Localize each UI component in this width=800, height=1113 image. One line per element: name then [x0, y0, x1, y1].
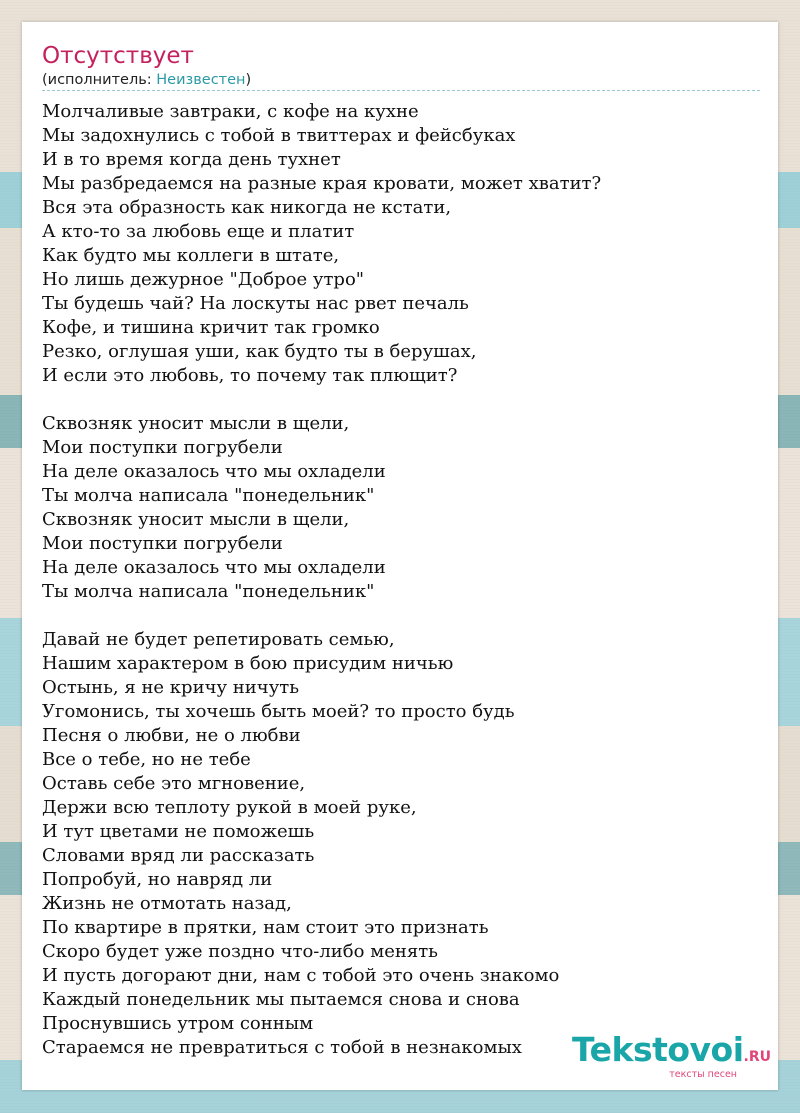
lyric-line: Остынь, я не кричу ничуть: [42, 677, 300, 698]
lyric-line: Скоро будет уже поздно что-либо менять: [42, 941, 438, 962]
lyric-line: Держи всю теплоту рукой в моей руке,: [42, 797, 417, 818]
site-logo[interactable]: [571, 1030, 771, 1080]
lyric-line: По квартире в прятки, нам стоит это признать: [42, 917, 489, 938]
lyric-line: Ты будешь чай? На лоскуты нас рвет печаль: [42, 293, 469, 314]
lyric-line: Мои поступки погрубели: [42, 437, 283, 458]
lyric-line: И тут цветами не поможешь: [42, 821, 315, 842]
lyric-line: Жизнь не отмотать назад,: [42, 893, 292, 914]
lyrics-card: [22, 22, 778, 1090]
title-divider: [42, 90, 760, 91]
logo-suffix: .RU: [743, 1049, 771, 1065]
lyric-line: Резко, оглушая уши, как будто ты в берушах,: [42, 341, 477, 362]
lyric-line: Словами вряд ли рассказать: [42, 845, 315, 866]
lyric-line: Молчаливые завтраки, с кофе на кухне: [42, 101, 419, 122]
lyric-line: И если это любовь, то почему так плющит?: [42, 365, 458, 386]
lyric-line: Мы разбредаемся на разные края кровати, может хватит?: [42, 173, 602, 194]
lyric-line: Сквозняк уносит мысли в щели,: [42, 413, 350, 434]
lyric-line: И в то время когда день тухнет: [42, 149, 341, 170]
song-title: Отсутствует: [42, 43, 194, 69]
lyric-line: Песня о любви, не о любви: [42, 725, 301, 746]
lyric-line: Но лишь дежурное "Доброе утро": [42, 269, 365, 290]
lyrics-text: [42, 100, 762, 1060]
lyric-line: Ты молча написала "понедельник": [42, 485, 375, 506]
lyric-line: Все о тебе, но не тебе: [42, 749, 251, 770]
lyric-line: Кофе, и тишина кричит так громко: [42, 317, 380, 338]
lyric-line: И пусть догорают дни, нам с тобой это очень знакомо: [42, 965, 560, 986]
lyric-line: Каждый понедельник мы пытаемся снова и снова: [42, 989, 520, 1010]
stanza-gap: [42, 604, 762, 628]
artist-line: [42, 71, 251, 89]
logo-name: Tekstovoi: [571, 1030, 744, 1069]
lyric-line: Попробуй, но навряд ли: [42, 869, 273, 890]
lyric-line: Нашим характером в бою присудим ничью: [42, 653, 454, 674]
lyric-line: Давай не будет репетировать семью,: [42, 629, 395, 650]
artist-link[interactable]: Неизвестен: [156, 72, 246, 88]
lyric-line: Вся эта образность как никогда не кстати,: [42, 197, 452, 218]
lyric-line: Мы задохнулись с тобой в твиттерах и фейсбуках: [42, 125, 516, 146]
artist-prefix: (исполнитель:: [42, 72, 157, 88]
lyric-line: Стараемся не превратиться с тобой в незнакомых: [42, 1037, 522, 1058]
lyric-line: На деле оказалось что мы охладели: [42, 557, 386, 578]
lyric-line: А кто-то за любовь еще и платит: [42, 221, 355, 242]
lyric-line: Ты молча написала "понедельник": [42, 581, 375, 602]
artist-suffix: ): [245, 72, 252, 88]
lyric-line: На деле оказалось что мы охладели: [42, 461, 386, 482]
lyric-line: Угомонись, ты хочешь быть моей? то просто будь: [42, 701, 515, 722]
lyric-line: Сквозняк уносит мысли в щели,: [42, 509, 350, 530]
lyric-line: Проснувшись утром сонным: [42, 1013, 314, 1034]
lyric-line: Оставь себе это мгновение,: [42, 773, 306, 794]
stanza-gap: [42, 388, 762, 412]
logo-tagline: тексты песен: [669, 1069, 737, 1080]
lyric-line: Как будто мы коллеги в штате,: [42, 245, 340, 266]
lyric-line: Мои поступки погрубели: [42, 533, 283, 554]
